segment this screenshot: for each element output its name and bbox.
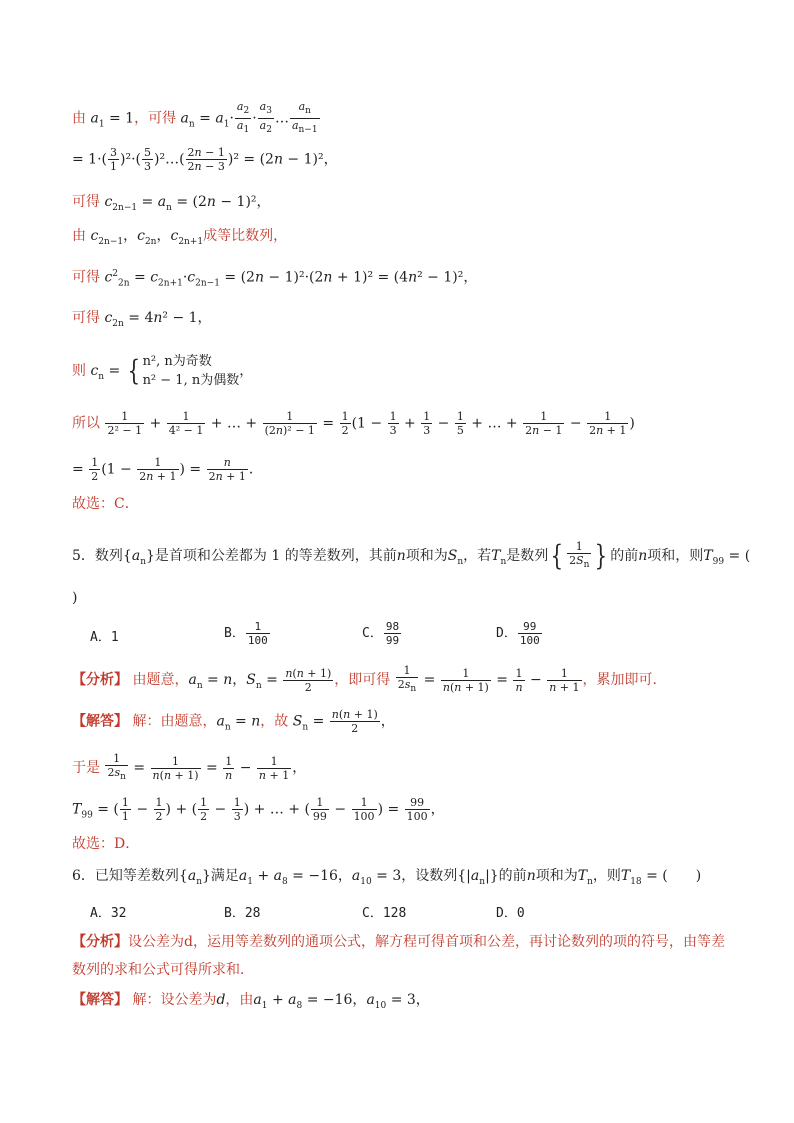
sol4-line2: = 1·( $\frac{3}{1}$ )²·( $\frac{5}{3}$ )²…( $\frac{2n - 1}{2n - 3}$ )² = (2n − 1)²， bbox=[72, 146, 338, 173]
q5-stem: 5．数列$\{a_n\}$是首项和公差都为 1 的等差数列，其前n项和为$S_n$，若$T_n$是数列{ $\frac{1}{2S_n}$ } 的前n项和，则$T_{99}$ = ( bbox=[72, 539, 751, 573]
q6-option-b[interactable]: B．28 bbox=[224, 906, 261, 921]
q6-analysis-line2: 数列的求和公式可得所求和． bbox=[72, 962, 254, 978]
sol4-line9: = $\frac{1}{2}$ (1 − $\frac{1}{2n + 1}$ ) = $\frac{n}{2n + 1}$ ． bbox=[72, 456, 263, 483]
q5-option-a[interactable]: A．1 bbox=[90, 630, 119, 645]
q5-option-d[interactable]: D． $\frac{99}{100}$ bbox=[496, 620, 540, 647]
q6-answer-line1: 【解答】 解：设公差为d，由$a_1 + a_8 = -16$，$a_{10} = 3$， bbox=[72, 992, 430, 1011]
q5-stem-tail: ) bbox=[72, 590, 78, 606]
sol4-line4: 由 $c_{2n-1}$，$c_{2n}$，$c_{2n+1}$成等比数列， bbox=[72, 228, 288, 247]
sol4-line5: 可得 $c^2_{2n} = c_{2n+1}\cdot c_{2n-1} = (2n - 1)^2\cdot(2n + 1)^2 = (4n^2 - 1)^2$， bbox=[72, 269, 478, 289]
q5-option-b[interactable]: B． $\frac{1}{100}$ bbox=[224, 620, 268, 647]
sol4-line7: 则 $c_n$ = { n², n为奇数 n² − 1, n为偶数， bbox=[72, 354, 254, 388]
q5-option-c[interactable]: C． $\frac{98}{99}$ bbox=[362, 620, 400, 647]
q6-option-d[interactable]: D．0 bbox=[496, 906, 525, 921]
q5-analysis: 【分析】 由题意，$a_n = n$，$S_n$ = $\frac{n(n + 1)}{2}$ ，即可得 $\frac{1}{2s_n}$ = $\frac{1}{n(n + 1)}$ = $\frac{1}{n}$ − $\frac{1}{n + 1}$ ，累加即可． bbox=[72, 664, 667, 695]
q5-conclusion: 故选：D． bbox=[72, 836, 140, 852]
sol4-line8: 所以 $\frac{1}{\text{2² − 1}}$ + $\frac{1}{\text{4² − 1}}$ + … + $\frac{1}{\text{(2n)² − 1}}$ = $\frac{1}{2}$ (1 − $\frac{1}{3}$ + $\frac{1}{3}$ − $\frac{1}{5}$ + … + $\frac{1}{2n - 1}$ − $\frac{1}{2n + 1}$ ) bbox=[72, 410, 635, 437]
q6-stem: 6．已知等差数列$\{a_n\}$满足$a_1 + a_8 = -16$，$a_{10} = 3$，设数列$\{|a_n|\}$的前n项和为$T_n$，则$T_{18}$ = ( ) bbox=[72, 868, 702, 887]
q6-option-c[interactable]: C．128 bbox=[362, 906, 407, 921]
sol4-line6: 可得 $c_{2n} = 4n^2 - 1$， bbox=[72, 310, 212, 329]
q5-answer-line2: 于是 $\frac{1}{2s_n}$ = $\frac{1}{n(n + 1)}$ = $\frac{1}{n}$ − $\frac{1}{n + 1}$ ， bbox=[72, 752, 307, 783]
sol4-line3: 可得 $c_{2n-1} = a_n = (2n - 1)^2$， bbox=[72, 194, 271, 213]
q5-answer-line1: 【解答】 解：由题意，$a_n = n$，故 $S_n$ = $\frac{n(n + 1)}{2}$ ， bbox=[72, 708, 395, 735]
q6-analysis-line1: 【分析】设公差为d，运用等差数列的通项公式，解方程可得首项和公差，再讨论数列的项的符号，由等差 bbox=[72, 934, 725, 950]
sol4-line1: 由 $a_1 = 1$，可得 $a_n = a_1\cdot$ $\frac{a_2}{a_1}$ · $\frac{a_3}{a_2}$ … $\frac{a_n}{a_{n-1}}$ bbox=[72, 100, 318, 136]
q5-answer-line3: $T_{99}$ = ( $\frac{1}{1}$ − $\frac{1}{2}$ ) + ( $\frac{1}{2}$ − $\frac{1}{3}$ ) + … + ( $\frac{1}{99}$ − $\frac{1}{100}$ ) = $\frac{99}{100}$ ， bbox=[72, 796, 445, 823]
sol4-conclusion: 故选：C． bbox=[72, 496, 139, 512]
q6-option-a[interactable]: A．32 bbox=[90, 906, 127, 921]
